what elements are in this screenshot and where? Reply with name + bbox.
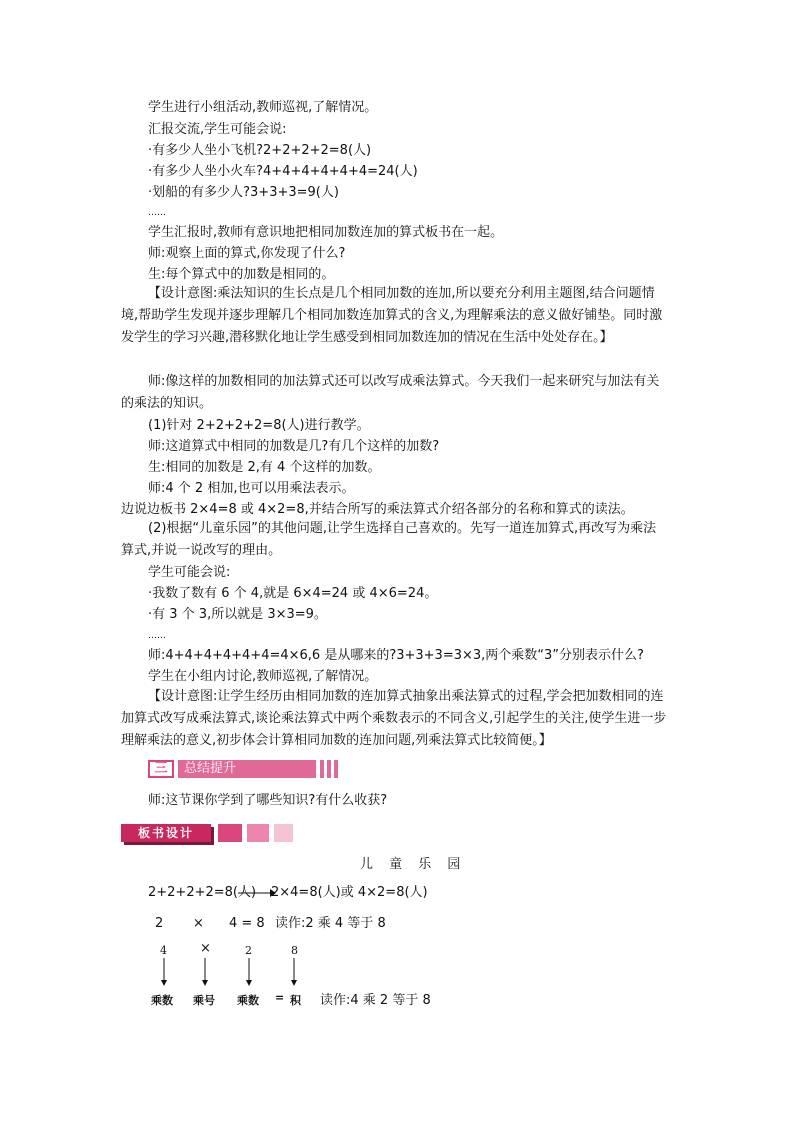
text-line: 师:这道算式中相同的加数是几?有几个这样的加数?	[148, 439, 440, 454]
design-intent-1: 【设计意图:乘法知识的生长点是几个相同加数的连加,所以要充分利用主题图,结合问题情境,帮助学生发现并逐步理解几个相同加数连加算式的含义,为理解乘法的意义做好铺垫。同时激发学生的学习兴趣,潜移默化地让学生感受到相同加数连加的情况在生活中处处存在。】	[121, 286, 663, 345]
paragraph: (2)根据“儿童乐园”的其他问题,让学生选择自己喜欢的。先写一道连加算式,再改写为乘法算式,并说一说改写的理由。	[121, 521, 657, 558]
text-line: 师:这节课你学到了哪些知识?有什么收获?	[148, 793, 388, 808]
text-line: 学生汇报时,教师有意识地把相同加数连加的算式板书在一起。	[148, 225, 504, 240]
arrows-down-icon	[155, 958, 305, 988]
decor-stripe	[320, 760, 324, 778]
reading: 读作:4 乘 2 等于 8	[320, 993, 431, 1008]
section-number: 三	[148, 760, 174, 778]
text-line: 师:观察上面的算式,你发现了什么?	[148, 246, 346, 261]
board-equation-left: 2+2+2+2=8(人)	[148, 885, 257, 900]
board-design-badge: 板书设计	[121, 824, 211, 842]
text-line: 汇报交流,学生可能会说:	[148, 122, 287, 137]
label-multiply-sign: 乘号	[193, 994, 215, 1007]
label-factor: 乘数	[151, 994, 173, 1007]
decor-square	[274, 824, 293, 842]
text-line: 学生在小组内讨论,教师巡视,了解情况。	[148, 669, 378, 684]
product: 8	[291, 944, 298, 957]
text-line: 学生可能会说:	[148, 565, 231, 580]
factor: 4	[160, 944, 167, 957]
factor-product: 4 = 8	[229, 916, 265, 931]
text-line: 生:每个算式中的加数是相同的。	[148, 267, 335, 282]
design-intent-2: 【设计意图:让学生经历由相同加数的连加算式抽象出乘法算式的过程,学会把加数相同的连加算式改写成乘法算式,谈论乘法算式中两个乘数表示的不同含义,引起学生的关注,使学生进一步理解乘法的意义,初步体会计算相同加数的连加问题,列乘法算式比较简便。】	[121, 689, 667, 748]
factor: 2	[245, 944, 252, 957]
multiply-sign: ×	[193, 916, 204, 931]
text-line: 师:4 个 2 相加,也可以用乘法表示。	[148, 481, 355, 496]
board-equation-right: 2×4=8(人)或 4×2=8(人)	[271, 885, 428, 900]
multiply-sign: ×	[200, 941, 211, 956]
board-title: 儿 童 乐 园	[360, 857, 467, 872]
label-factor: 乘数	[237, 994, 259, 1007]
text-line: 学生进行小组活动,教师巡视,了解情况。	[148, 100, 378, 115]
text-line: ·有多少人坐小飞机?2+2+2+2=8(人)	[148, 143, 372, 158]
factor: 2	[155, 916, 164, 931]
label-product: 积	[290, 994, 301, 1007]
text-line: (1)针对 2+2+2+2=8(人)进行教学。	[148, 418, 370, 433]
reading: 读作:2 乘 4 等于 8	[275, 916, 386, 931]
text-line: ·划船的有多少人?3+3+3=9(人)	[148, 185, 339, 200]
label-equals: =	[275, 991, 285, 1004]
section-title: 总结提升	[178, 760, 316, 778]
text-line: ·有 3 个 3,所以就是 3×3=9。	[148, 607, 327, 622]
decor-square	[218, 824, 242, 842]
text-line: ·我数了数有 6 个 4,就是 6×4=24 或 4×6=24。	[148, 586, 438, 601]
text-line: 师:4+4+4+4+4+4=4×6,6 是从哪来的?3+3+3=3×3,两个乘数“3”分别表示什么?	[148, 648, 644, 663]
text-line: 边说边板书 2×4=8 或 4×2=8,并结合所写的乘法算式介绍各部分的名称和算式的读法。	[121, 502, 634, 517]
section-header	[148, 760, 338, 778]
decor-stripe	[327, 760, 331, 778]
text-line: ……	[148, 631, 166, 641]
decor-stripe	[334, 760, 338, 778]
text-line: ……	[148, 208, 166, 218]
text-line: ·有多少人坐小火车?4+4+4+4+4+4=24(人)	[148, 164, 418, 179]
paragraph: 师:像这样的加数相同的加法算式还可以改写成乘法算式。今天我们一起来研究与加法有关的乘法的知识。	[121, 374, 660, 411]
text-line: 生:相同的加数是 2,有 4 个这样的加数。	[148, 460, 381, 475]
decor-square	[247, 824, 269, 842]
